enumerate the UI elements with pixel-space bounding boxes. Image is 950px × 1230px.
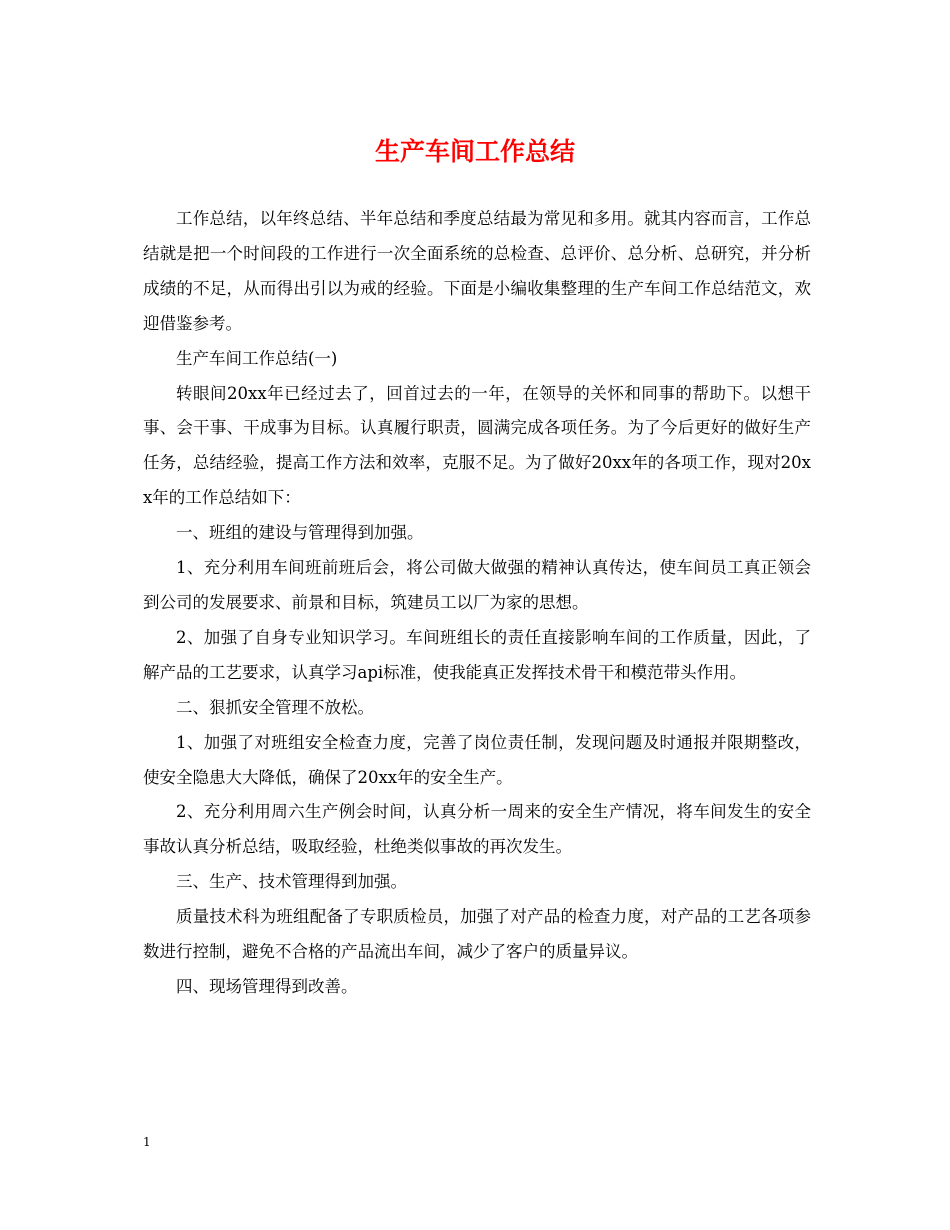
body-paragraph: 2、充分利用周六生产例会时间，认真分析一周来的安全生产情况，将车间发生的安全事故认真分析总结，吸取经验，杜绝类似事故的再次发生。 [143, 802, 811, 857]
body-paragraph: 1、加强了对班组安全检查力度，完善了岗位责任制，发现问题及时通报并限期整改，使安全隐患大大降低，确保了20xx年的安全生产。 [143, 732, 811, 787]
body-paragraph: 转眼间20xx年已经过去了，回首过去的一年，在领导的关怀和同事的帮助下。以想干事、会干事、干成事为目标。认真履行职责，圆满完成各项任务。为了今后更好的做好生产任务，总结经验，提高工作方法和效率，克服不足。为了做好20xx年的各项工作，现对20xx年的工作总结如下： [143, 383, 811, 508]
body-paragraph: 1、充分利用车间班前班后会，将公司做大做强的精神认真传达，使车间员工真正领会到公司的发展要求、前景和目标，筑建员工以厂为家的思想。 [143, 558, 811, 612]
section-heading: 三、生产、技术管理得到加强。 [176, 872, 407, 892]
section-heading-part-one: 生产车间工作总结(一) [176, 348, 338, 368]
section-heading: 一、班组的建设与管理得到加强。 [176, 523, 424, 543]
body-paragraph: 2、加强了自身专业知识学习。车间班组长的责任直接影响车间的工作质量，因此，了解产品的工艺要求，认真学习api标准，使我能真正发挥技术骨干和模范带头作用。 [143, 627, 811, 682]
intro-paragraph: 工作总结，以年终总结、半年总结和季度总结最为常见和多用。就其内容而言，工作总结就是把一个时间段的工作进行一次全面系统的总检查、总评价、总分析、总研究，并分析成绩的不足，从而得出引以为戒的经验。下面是小编收集整理的生产车间工作总结范文，欢迎借鉴参考。 [143, 209, 811, 333]
page-number: 1 [143, 1135, 151, 1149]
section-heading: 四、现场管理得到改善。 [176, 976, 358, 996]
document-body [143, 202, 811, 1005]
document-title: 生产车间工作总结 [374, 137, 575, 166]
section-heading: 二、狠抓安全管理不放松。 [176, 697, 374, 717]
body-paragraph: 质量技术科为班组配备了专职质检员，加强了对产品的检查力度，对产品的工艺各项参数进行控制，避免不合格的产品流出车间，减少了客户的质量异议。 [143, 907, 811, 962]
